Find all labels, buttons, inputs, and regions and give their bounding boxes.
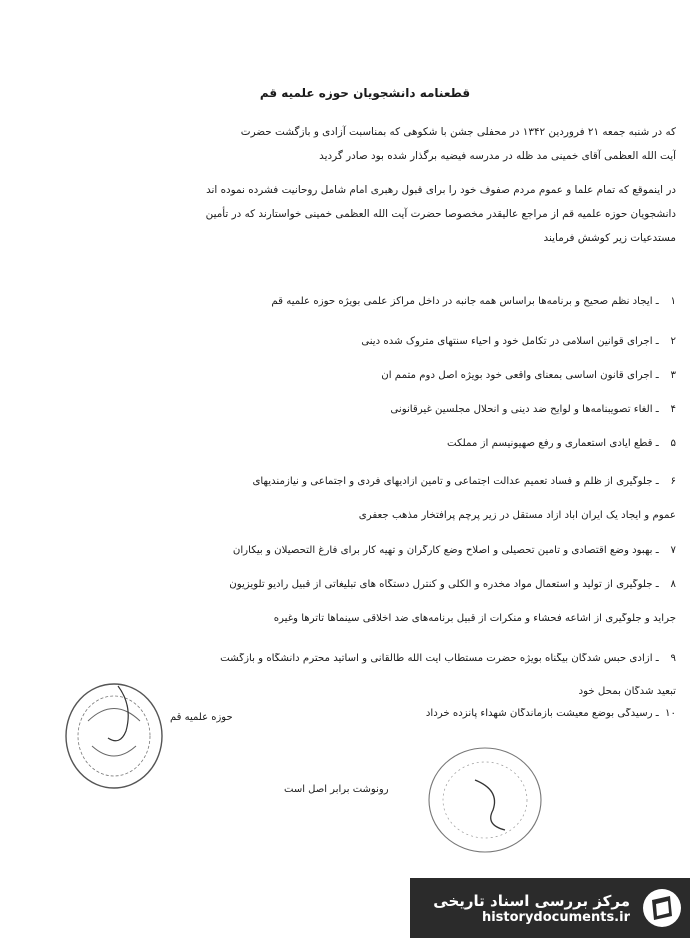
watermark-banner <box>410 878 690 938</box>
list-item: ۲ ـ اجرای قوانین اسلامی در تکامل خود و احیاء سنتهای متروک شده دینی <box>361 336 676 347</box>
list-item: ۵ ـ قطع ایادی استعماری و رفع صهیونیسم از مملکت <box>447 438 676 449</box>
item-text: اجرای قانون اساسی بمعنای واقعی خود بویژه اصل دوم متمم آن <box>381 370 653 381</box>
document-title: قطعنامه دانشجویان حوزه علمیه قم <box>259 86 471 100</box>
seal-label-left: حوزه علمیه قم <box>170 712 233 723</box>
item-number: ۱ <box>670 296 676 307</box>
paragraph-line-4: دانشجویان حوزه علمیه قم از مراجع عالیقدر مخصوصا حضرت آیت الله العظمی خمینی خواستارند که در تأمین <box>205 208 676 220</box>
item-text: جلوگیری از ظلم و فساد تعمیم عدالت اجتماعی و تأمین آزادیهای فردی و اجتماعی و نیازمندیهای <box>252 476 653 487</box>
list-item-continuation <box>30 510 676 521</box>
item-text: ایجاد نظم صحیح و برنامه‌ها براساس همه جانبه در داخل مراکز علمی بویژه حوزه علمیه قم <box>271 296 653 307</box>
list-item: ۳ ـ اجرای قانون اساسی بمعنای واقعی خود بویژه اصل دوم متمم آن <box>381 370 676 381</box>
seal-stamp-right <box>405 740 545 855</box>
item-number: ۷ <box>670 545 676 556</box>
list-item-continuation <box>30 613 676 624</box>
paragraph-line-2: آیت الله العظمی آقای خمینی مد ظله در مدرسه فیضیه برگذار شده بود صادر گردید <box>319 150 676 162</box>
item-number: ۸ <box>670 579 676 590</box>
list-item: ۴ ـ الغاء تصویبنامه‌ها و لوایح ضد دینی و انحلال مجلسین غیرقانونی <box>390 404 676 415</box>
item-text: جلوگیری از تولید و استعمال مواد مخدره و الکلی و کنترل دستگاه های تبلیغاتی از قبیل رادیو تلویزیون <box>229 579 653 590</box>
list-item: ۹ ـ آزادی حبس شدگان بیگناه بویژه حضرت مستطاب آیت الله طالقانی و اساتید محترم دانشگاه و بازگشت <box>220 653 676 664</box>
watermark-text <box>433 892 630 925</box>
item-text: اجرای قوانین اسلامی در تکامل خود و احیاء سنتهای متروک شده دینی <box>361 336 653 347</box>
item-number: ۴ <box>670 404 676 415</box>
item-text: عموم و ایجاد یک ایران آباد آزاد مستقل در زیر پرچم پرافتخار مذهب جعفری <box>358 510 676 521</box>
certification-note: رونوشت برابر اصل است <box>284 784 389 795</box>
item-number: ۱۰ <box>665 708 676 719</box>
list-item: ۱۰ ـ رسیدگی بوضع معیشت بازماندگان شهداء پانزده خرداد <box>425 708 676 719</box>
intro-paragraph <box>30 120 676 250</box>
archive-url: historydocuments.ir <box>481 909 630 925</box>
paragraph-line-1: که در شنبه جمعه ۲۱ فروردین ۱۳۴۲ در محفلی جشن با شکوهی که بمناسبت آزادی و بازگشت حضرت <box>240 126 676 138</box>
list-item: ۸ ـ جلوگیری از تولید و استعمال مواد مخدره و الکلی و کنترل دستگاه های تبلیغاتی از قبیل رادیو تلویزیون <box>229 579 676 590</box>
list-item: ۱ ـ ایجاد نظم صحیح و برنامه‌ها براساس همه جانبه در داخل مراکز علمی بویژه حوزه علمیه قم <box>271 296 676 307</box>
item-text: رسیدگی بوضع معیشت بازماندگان شهداء پانزده خرداد <box>425 708 653 719</box>
item-number: ۲ <box>670 336 676 347</box>
list-item: ۷ ـ بهبود وضع اقتصادی و تأمین تحصیلی و اصلاح وضع کارگران و تهیه کار برای فارغ التحصیلان و بیکاران <box>232 545 676 556</box>
item-number: ۹ <box>670 653 676 664</box>
item-text: الغاء تصویبنامه‌ها و لوایح ضد دینی و انحلال مجلسین غیرقانونی <box>390 404 653 415</box>
archive-logo-icon <box>640 886 684 930</box>
item-text: بهبود وضع اقتصادی و تأمین تحصیلی و اصلاح وضع کارگران و تهیه کار برای فارغ التحصیلان و بیکاران <box>232 545 653 556</box>
item-text: قطع ایادی استعماری و رفع صهیونیسم از مملکت <box>447 438 653 449</box>
item-text: آزادی حبس شدگان بیگناه بویژه حضرت مستطاب آیت الله طالقانی و اساتید محترم دانشگاه و بازگشت <box>220 653 653 664</box>
item-number: ۵ <box>670 438 676 449</box>
paragraph-line-3: در اینموقع که تمام علما و عموم مردم صفوف خود را برای قبول رهبری امام شامل روحانیت فشرده نموده اند <box>206 184 676 196</box>
item-text: جراید و جلوگیری از اشاعه فحشاء و منکرات از قبیل برنامه‌های ضد اخلاقی سینماها تاترها وغیره <box>273 613 676 624</box>
item-number: ۶ <box>670 476 676 487</box>
paragraph-line-5: مستدعیات زیر کوشش فرمایند <box>543 232 676 244</box>
item-number: ۳ <box>670 370 676 381</box>
seal-stamp-left <box>58 676 170 796</box>
archive-name: مرکز بررسی اسناد تاریخی <box>433 891 630 910</box>
list-item: ۶ ـ جلوگیری از ظلم و فساد تعمیم عدالت اجتماعی و تأمین آزادیهای فردی و اجتماعی و نیازمندیهای <box>252 476 676 487</box>
item-text: تبعید شدگان بمحل خود <box>578 686 676 697</box>
